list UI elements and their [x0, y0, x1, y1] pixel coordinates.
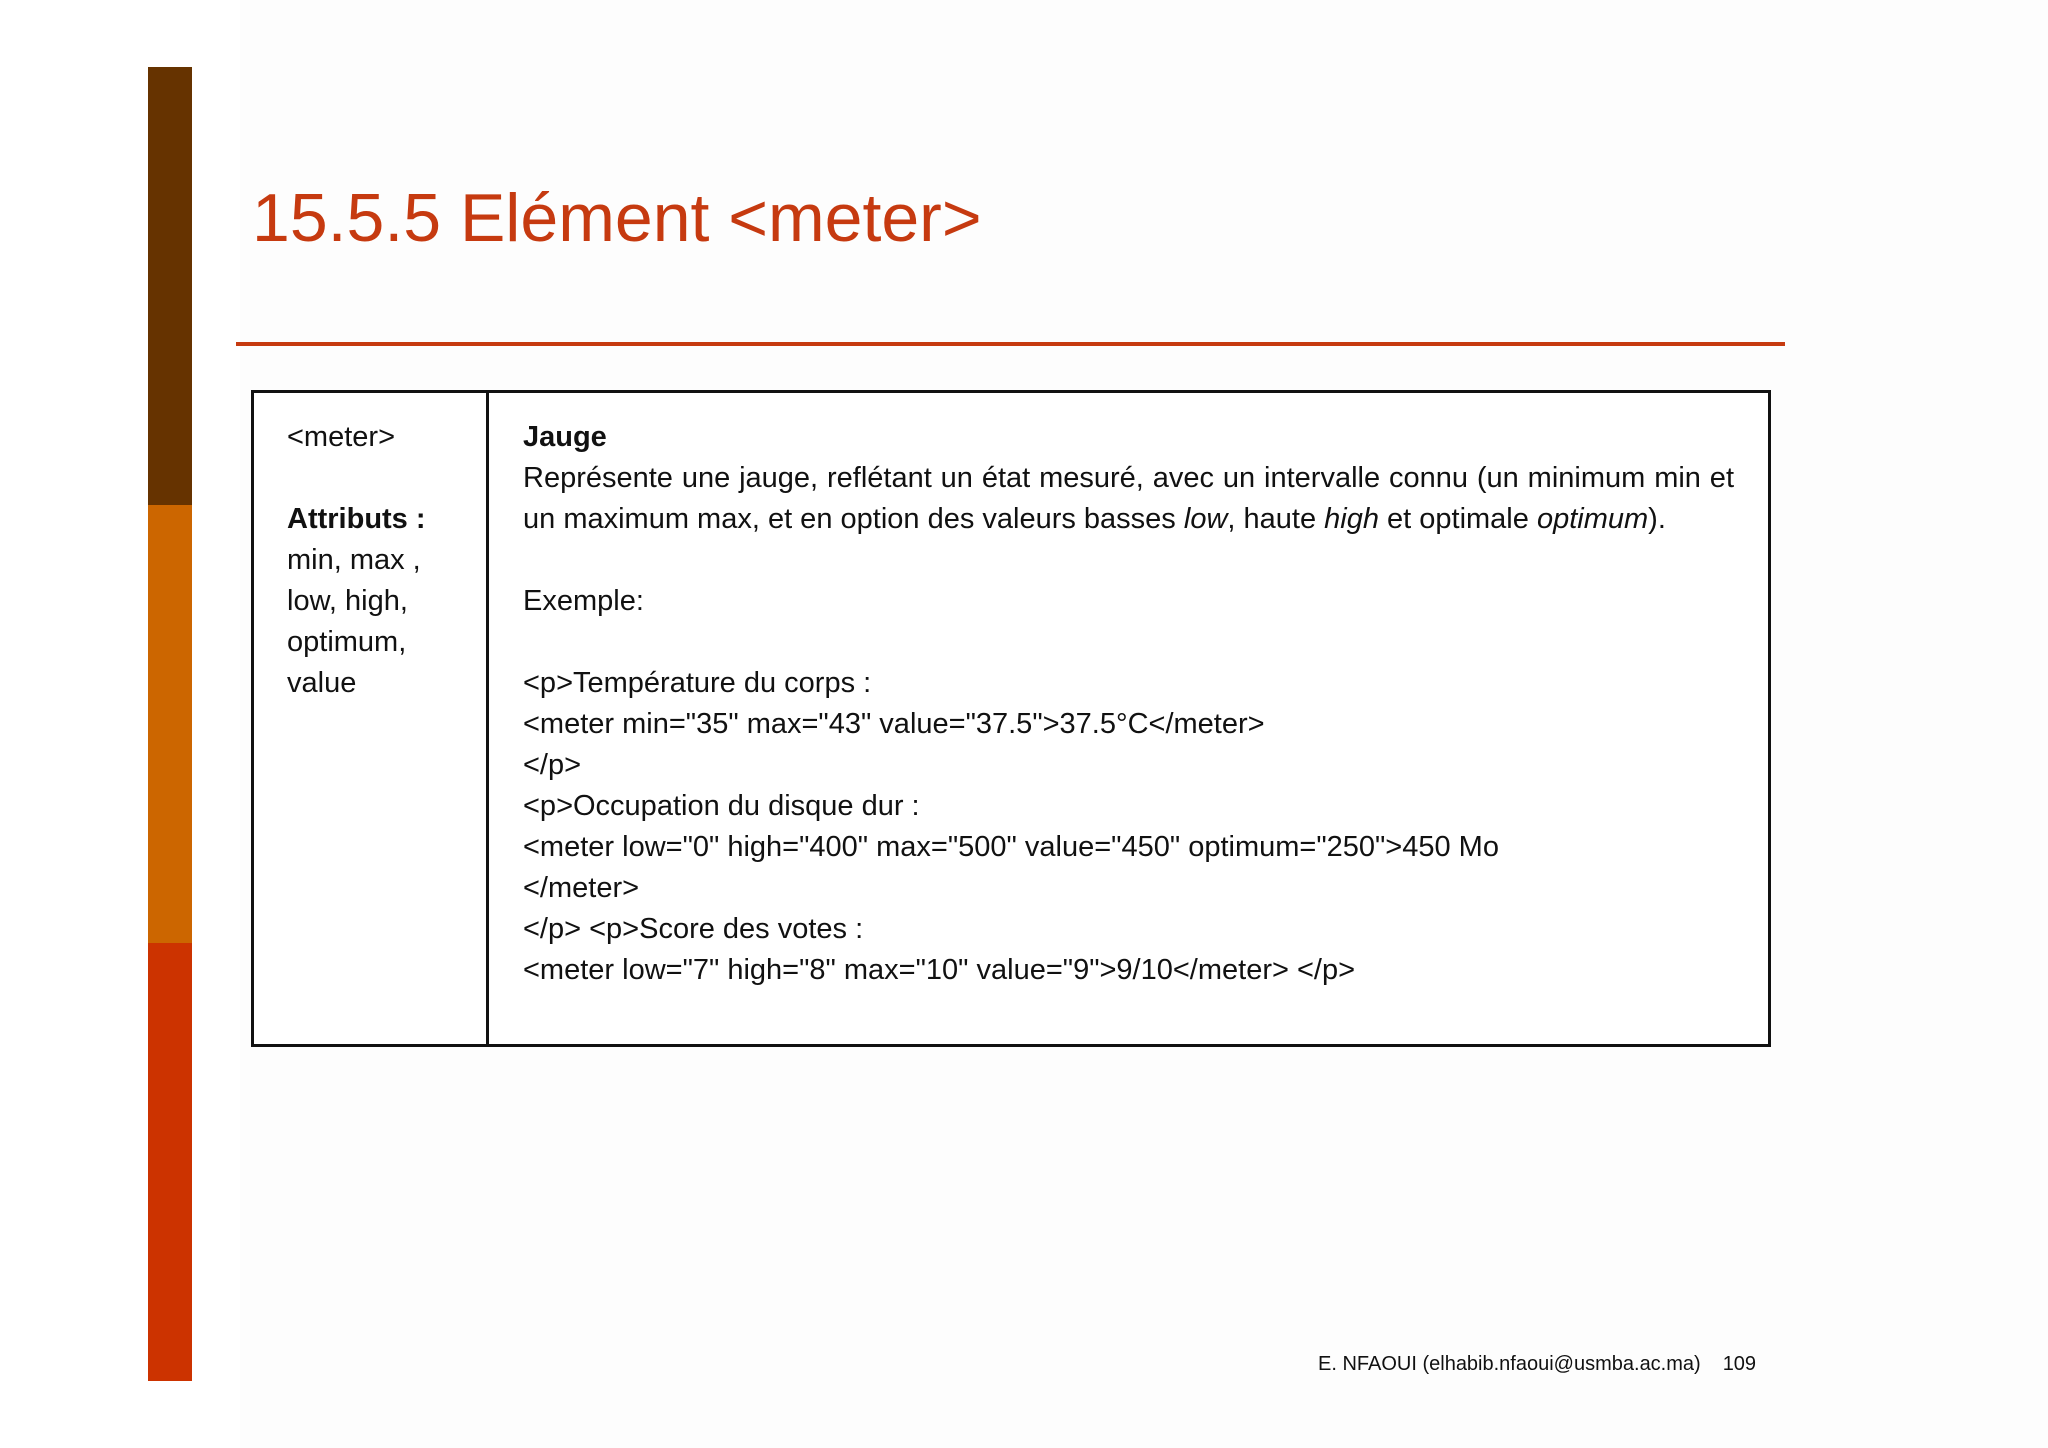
attribute-line: low, high,	[287, 585, 408, 617]
element-description	[523, 458, 1734, 540]
code-line: <meter low="7" high="8" max="10" value="9">9/10</meter> </p>	[523, 954, 1356, 986]
code-line: <p>Occupation du disque dur :	[523, 790, 920, 822]
attribute-line: value	[287, 667, 357, 699]
spacer	[287, 458, 486, 499]
page-number: 109	[1722, 1353, 1757, 1375]
content-table	[251, 390, 1771, 1047]
decor-bar-red	[148, 943, 192, 1381]
desc-text: ).	[1648, 503, 1666, 535]
element-heading: Jauge	[523, 421, 607, 453]
desc-low: low	[1183, 503, 1228, 535]
code-line: </p> <p>Score des votes :	[523, 913, 864, 945]
decor-bar-brown	[148, 67, 192, 505]
desc-text: Représente une jauge, reflétant un état mesuré, avec un intervalle connu (un minimum min et un maximum max, et en option des valeurs basses	[523, 462, 1734, 535]
attribute-line: optimum,	[287, 626, 407, 658]
footer-author: E. NFAOUI (elhabib.nfaoui@usmba.ac.ma)	[1318, 1353, 1701, 1375]
spacer	[523, 540, 1734, 581]
example-label: Exemple:	[523, 585, 644, 617]
table-right-cell	[489, 393, 1768, 1044]
code-line: <meter min="35" max="43" value="37.5">37.5°C</meter>	[523, 708, 1265, 740]
code-line: </p>	[523, 749, 582, 781]
attributes-label: Attributs :	[287, 503, 426, 535]
slide-footer	[1318, 1353, 1756, 1376]
code-line: </meter>	[523, 872, 640, 904]
desc-text: et optimale	[1378, 503, 1537, 535]
element-tag: <meter>	[287, 421, 395, 453]
title-underline	[236, 342, 1785, 346]
code-line: <p>Température du corps :	[523, 667, 872, 699]
spacer	[523, 622, 1734, 663]
code-line: <meter low="0" high="400" max="500" value="450" optimum="250">450 Mo	[523, 831, 1499, 863]
table-left-cell	[254, 393, 489, 1044]
desc-text: , haute	[1227, 503, 1325, 535]
slide-title: 15.5.5 Elément <meter>	[252, 180, 982, 256]
attribute-line: min, max ,	[287, 544, 421, 576]
desc-optimum: optimum	[1536, 503, 1649, 535]
decor-bar-orange	[148, 505, 192, 943]
desc-high: high	[1324, 503, 1379, 535]
